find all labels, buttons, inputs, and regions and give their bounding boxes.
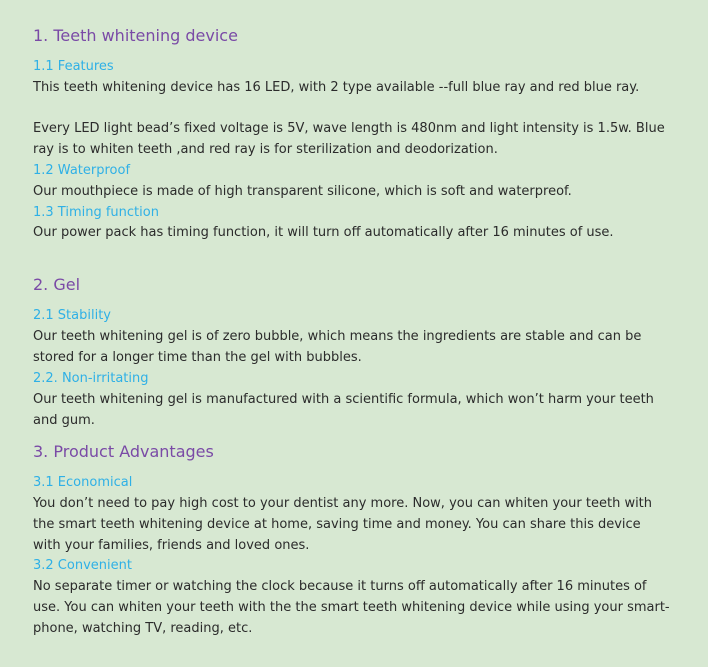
section-title: 2. Gel (33, 275, 81, 294)
paragraph: This teeth whitening device has 16 LED, with 2 type available --full blue ray and red blue ray. (33, 80, 640, 95)
subsection-heading: 1.3 Timing function (33, 205, 159, 220)
subsection-heading: 1.1 Features (33, 59, 114, 74)
paragraph: Every LED light bead’s fixed voltage is 5V, wave length is 480nm and light intensity is 1.5w. Blue ray is to whiten teeth ,and red ray is for sterilization and deodorization. (33, 121, 665, 157)
subsection-heading: 2.1 Stability (33, 308, 111, 323)
paragraph: Our mouthpiece is made of high transparent silicone, which is soft and waterpreof. (33, 184, 572, 199)
paragraph: Our power pack has timing function, it will turn off automatically after 16 minutes of use. (33, 225, 614, 240)
section-title: 1. Teeth whitening device (33, 26, 238, 45)
subsection-heading: 3.1 Economical (33, 475, 133, 490)
paragraph: Our teeth whitening gel is manufactured with a scientific formula, which won’t harm your teeth and gum. (33, 392, 654, 428)
subsection-heading: 3.2 Convenient (33, 558, 132, 573)
paragraph: No separate timer or watching the clock because it turns off automatically after 16 minutes of use. You can whiten your teeth with the the smart teeth whitening device while using your smart-phone, watching TV, reading, etc. (33, 579, 670, 636)
paragraph: You don’t need to pay high cost to your dentist any more. Now, you can whiten your teeth with the smart teeth whitening device at home, saving time and money. You can share this device with your families, friends and loved ones. (33, 496, 653, 553)
paragraph: Our teeth whitening gel is of zero bubble, which means the ingredients are stable and can be stored for a longer time than the gel with bubbles. (33, 329, 642, 365)
subsection-heading: 2.2. Non-irritating (33, 371, 149, 386)
section-title: 3. Product Advantages (33, 442, 214, 461)
subsection-heading: 1.2 Waterproof (33, 163, 131, 178)
